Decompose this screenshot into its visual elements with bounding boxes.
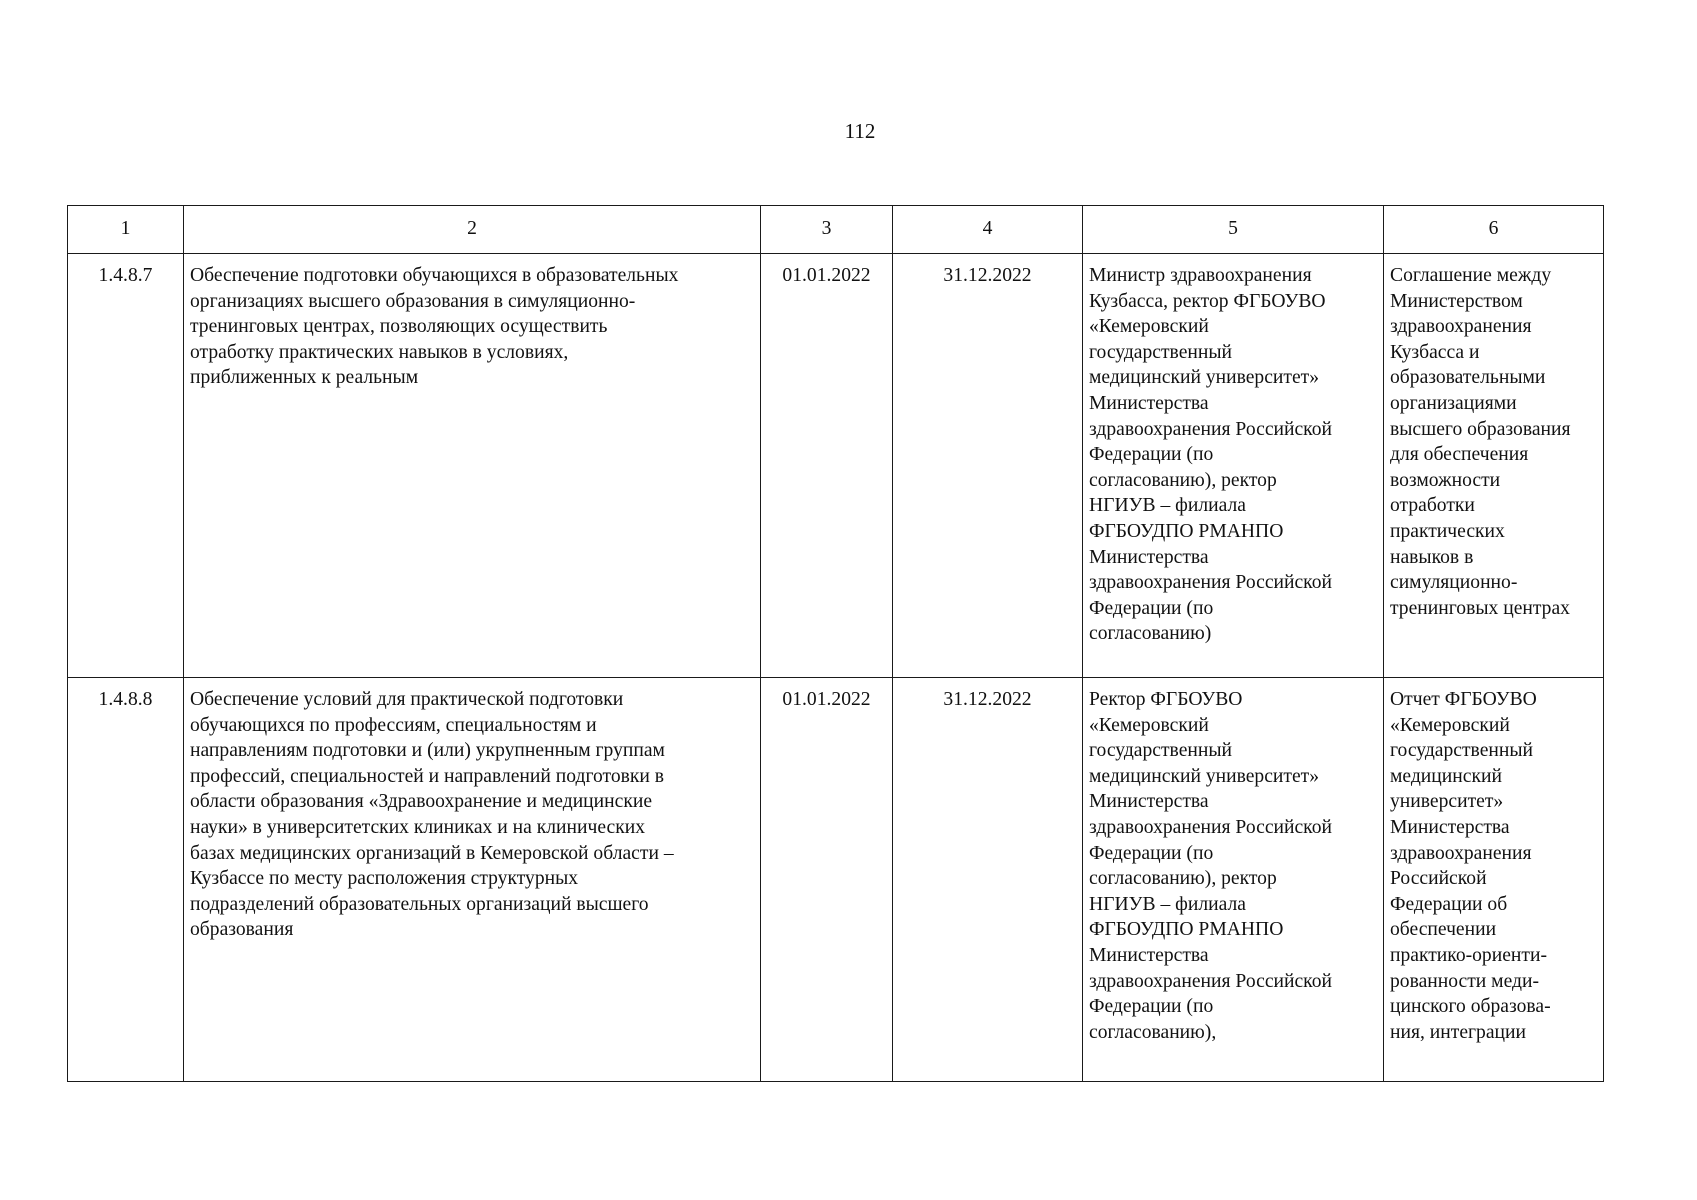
- action-description: Обеспечение подготовки обучающихся в образовательных организациях высшего образования в симуляционно- тренинговых центрах, позволяющих осуществить отработку практических навыков в условиях, приближенных к реальным: [184, 254, 761, 678]
- expected-result: Соглашение между Министерством здравоохранения Кузбасса и образовательными организациями высшего образования для обеспечения возможности отработки практических навыков в симуляционно- тренинговых центрах: [1384, 254, 1604, 678]
- expected-result: Отчет ФГБОУВО «Кемеровский государственный медицинский университет» Министерства здравоохранения Российской Федерации об обеспечении практико-ориенти- рованности меди- цинского образова- ния, интеграции: [1384, 678, 1604, 1082]
- column-header: 2: [184, 206, 761, 254]
- action-description: Обеспечение условий для практической подготовки обучающихся по профессиям, специальностям и направлениям подготовки и (или) укрупненным группам профессий, специальностей и направлений подготовки в области образования «Здравоохранение и медицинские науки» в университетских клиниках и на клинических базах медицинских организаций в Кемеровской области – Кузбассе по месту расположения структурных подразделений образовательных организаций высшего образования: [184, 678, 761, 1082]
- start-date: 01.01.2022: [761, 678, 893, 1082]
- responsible-party: Ректор ФГБОУВО «Кемеровский государственный медицинский университет» Министерства здравоохранения Российской Федерации (по согласованию), ректор НГИУВ – филиала ФГБОУДПО РМАНПО Министерства здравоохранения Российской Федерации (по согласованию),: [1083, 678, 1384, 1082]
- item-number: 1.4.8.7: [68, 254, 184, 678]
- table-row: [68, 254, 1604, 678]
- item-number: 1.4.8.8: [68, 678, 184, 1082]
- end-date: 31.12.2022: [893, 254, 1083, 678]
- column-header: 5: [1083, 206, 1384, 254]
- column-header: 4: [893, 206, 1083, 254]
- responsible-party: Министр здравоохранения Кузбасса, ректор ФГБОУВО «Кемеровский государственный медицинский университет» Министерства здравоохранения Российской Федерации (по согласованию), ректор НГИУВ – филиала ФГБОУДПО РМАНПО Министерства здравоохранения Российской Федерации (по согласованию): [1083, 254, 1384, 678]
- column-header: 6: [1384, 206, 1604, 254]
- table-row: [68, 678, 1604, 1082]
- table-header-row: [68, 206, 1604, 254]
- activities-table: [67, 205, 1604, 1082]
- column-header: 3: [761, 206, 893, 254]
- end-date: 31.12.2022: [893, 678, 1083, 1082]
- column-header: 1: [68, 206, 184, 254]
- start-date: 01.01.2022: [761, 254, 893, 678]
- page-number: 112: [844, 119, 876, 143]
